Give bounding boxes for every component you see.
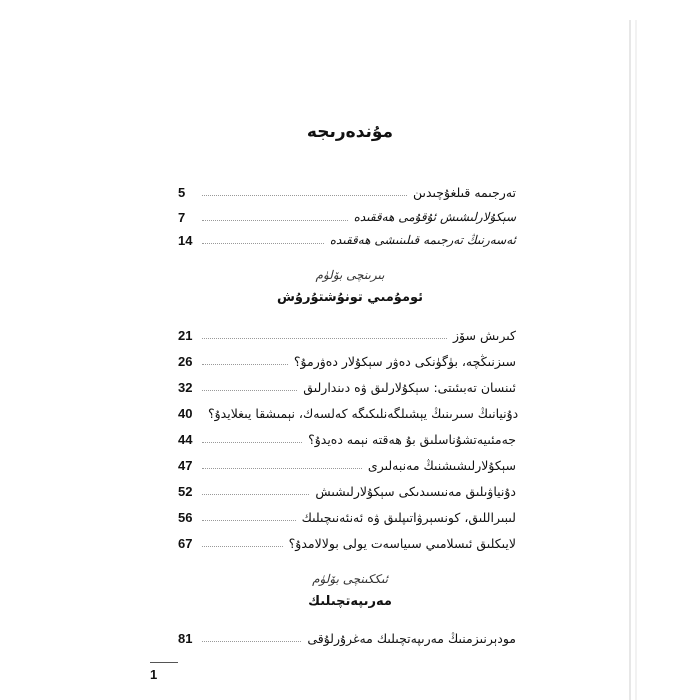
dot-leader xyxy=(202,546,283,547)
toc-page-number: 14 xyxy=(178,232,193,248)
dot-leader xyxy=(202,494,309,495)
toc-entry[interactable] xyxy=(178,628,516,648)
dot-leader xyxy=(202,468,362,469)
toc-page-number: 47 xyxy=(178,457,193,473)
toc-page-number: 26 xyxy=(178,353,193,369)
toc-page-number: 7 xyxy=(178,209,186,225)
toc-entry-text: سېكۇلارلىشىشنىڭ مەنبەلىرى xyxy=(367,457,516,473)
toc-entry[interactable] xyxy=(178,207,516,227)
toc-entry-text: جەمئىيەتشۇناسلىق بۇ ھەقتە نېمە دەيدۇ؟ xyxy=(308,431,516,447)
toc-entry-text: سىزنىڭچە، بۈگۈنكى دەۋر سېكۇلار دەۋرمۇ؟ xyxy=(293,353,516,369)
toc-entry[interactable] xyxy=(178,455,516,475)
part-title: ئومۇمىي تونۇشتۇرۇش xyxy=(276,290,424,305)
toc-entry-text: ئەسەرنىڭ تەرجىمە قىلىنىشى ھەققىدە xyxy=(329,233,516,247)
dot-leader xyxy=(202,442,302,443)
toc-page-number: 56 xyxy=(178,509,193,525)
toc-entry[interactable] xyxy=(178,230,516,250)
toc-page-number: 52 xyxy=(178,483,193,499)
part-label: ئىككىنچى بۆلۈم xyxy=(312,572,388,586)
footer-rule xyxy=(150,662,178,663)
dot-leader xyxy=(202,520,296,521)
dot-leader xyxy=(202,243,324,244)
toc-entry-text: مودېرنىزمنىڭ مەرىپەتچىلىك مەغرۇرلۇقى xyxy=(307,630,516,646)
toc-entry[interactable] xyxy=(178,351,516,371)
toc-entry-text: لايىكلىق ئىسلامىي سىياسەت يولى بولالامدۇ؟ xyxy=(288,535,516,551)
toc-entry-text: سېكۇلارلىشىش ئۇقۇمى ھەققىدە xyxy=(353,210,516,224)
toc-entry-text: ئىنسان تەبىئىتى: سېكۇلارلىق ۋە دىندارلىق xyxy=(303,379,516,395)
toc-entry[interactable] xyxy=(178,429,516,449)
part-title: مەرىپەتچىلىك xyxy=(308,594,392,609)
toc-entry[interactable] xyxy=(178,403,519,423)
toc-page-number: 32 xyxy=(178,379,193,395)
toc-entry[interactable] xyxy=(178,377,516,397)
toc-page-number: 21 xyxy=(178,327,193,343)
toc-page-number: 5 xyxy=(178,184,186,200)
toc-entry-text: تەرجىمە قىلغۇچىدىن xyxy=(412,184,516,200)
toc-title: مۇندەرىجە xyxy=(306,122,394,142)
dot-leader xyxy=(202,338,447,339)
toc-entry[interactable] xyxy=(178,182,516,202)
toc-entry[interactable] xyxy=(178,481,516,501)
toc-page-number: 40 xyxy=(178,405,193,421)
dot-leader xyxy=(202,195,407,196)
toc-page-number: 81 xyxy=(178,630,193,646)
toc-page-number: 67 xyxy=(178,535,193,551)
dot-leader xyxy=(202,364,288,365)
dot-leader xyxy=(202,220,348,221)
part-label: بىرىنچى بۆلۈم xyxy=(315,268,385,282)
toc-entry[interactable] xyxy=(178,533,516,553)
toc-entry-text: كىرىش سۆز xyxy=(453,327,516,343)
toc-entry-text: دۇنيانىڭ سىرىنىڭ يېشىلگەنلىكىگە كەلسەك، نېمىشقا يىغلايدۇ؟ xyxy=(208,405,519,421)
toc-entry[interactable] xyxy=(178,507,516,527)
dot-leader xyxy=(202,390,297,391)
page-number: 1 xyxy=(150,667,158,682)
toc-page-number: 44 xyxy=(178,431,193,447)
dot-leader xyxy=(202,641,301,642)
toc-entry-text: دۇنياۋىلىق مەنىسىدىكى سېكۇلارلىشىش xyxy=(315,483,516,499)
toc-entry-text: لىبىراللىق، كونسېرۋاتىپلىق ۋە ئەنئەنىچىلىك xyxy=(301,509,516,525)
toc-entry[interactable] xyxy=(178,325,516,345)
